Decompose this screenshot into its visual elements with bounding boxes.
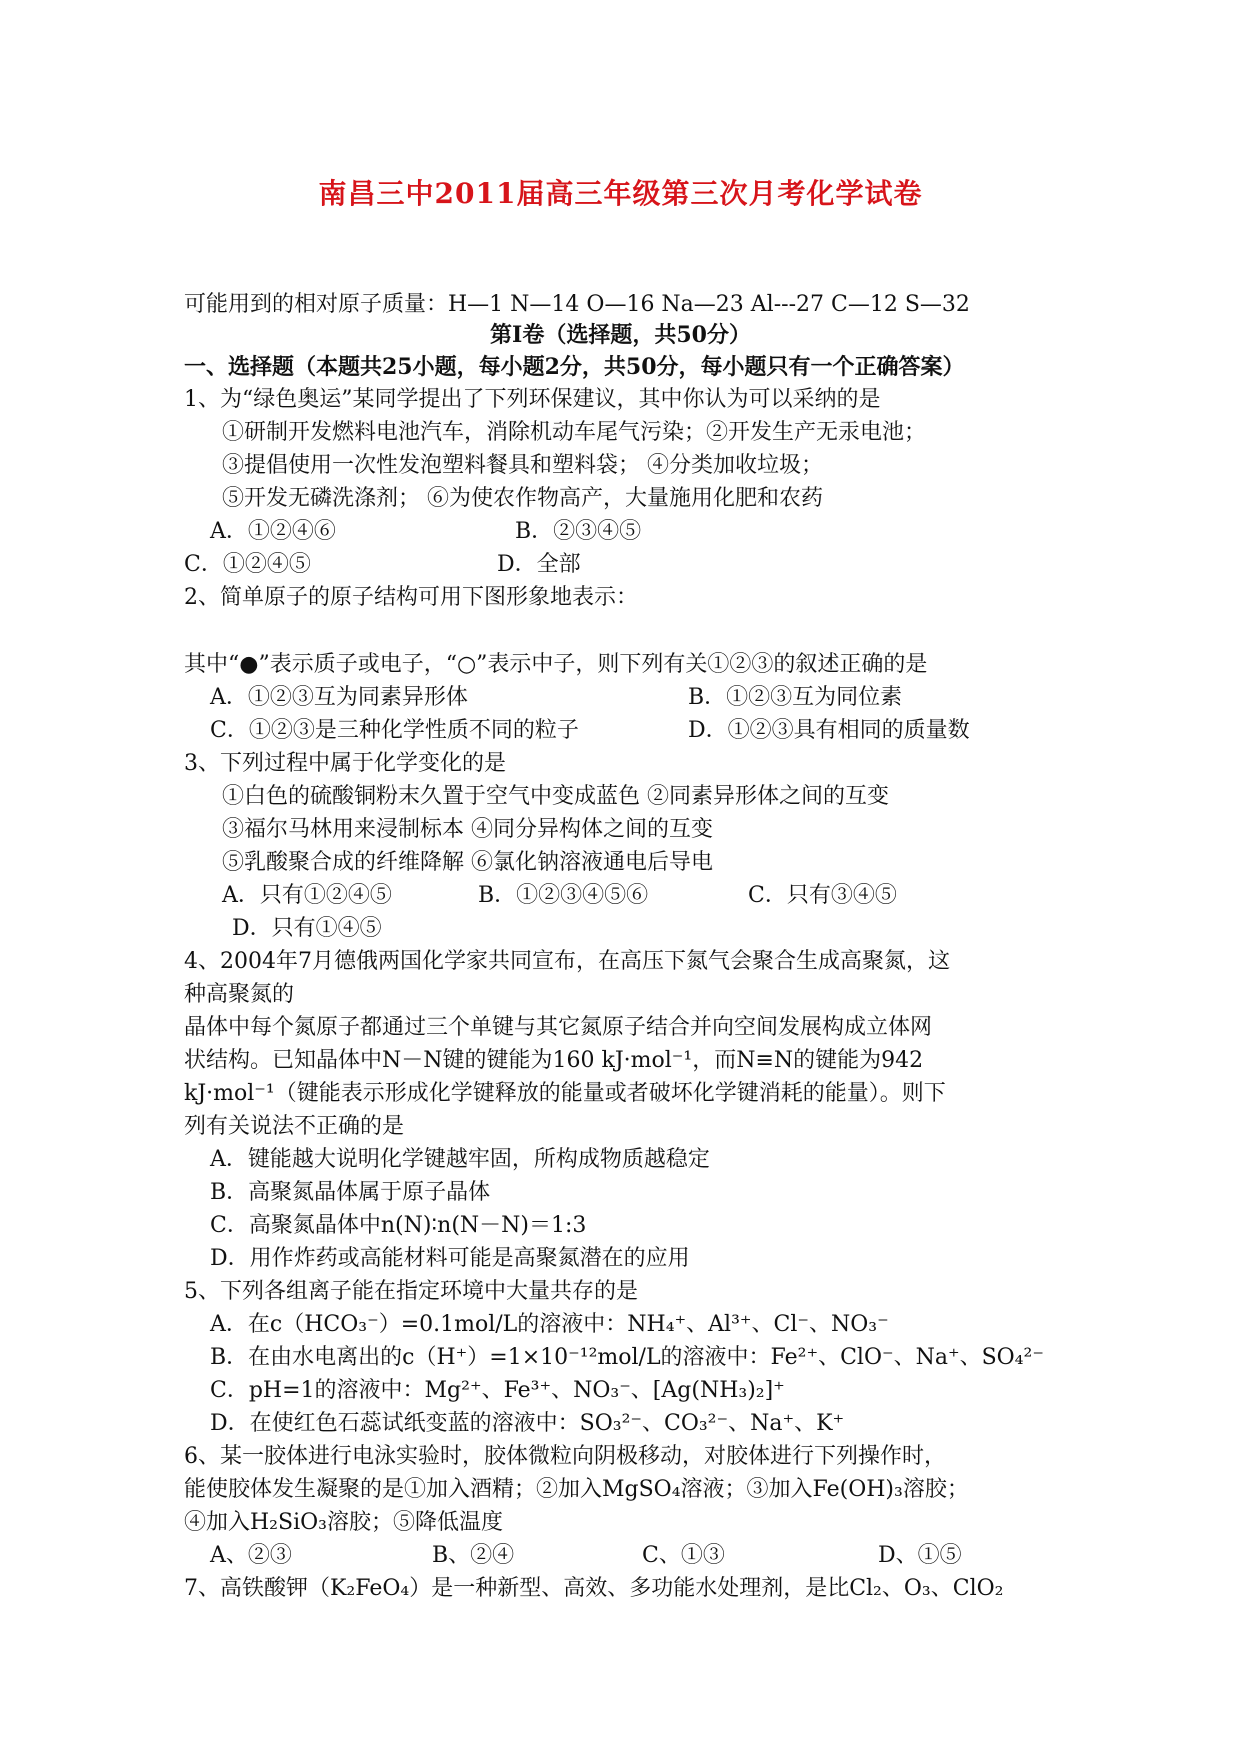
q2-option-c: C．①②③是三种化学性质不同的粒子 [210, 718, 579, 743]
q2-option-d: D．①②③具有相同的质量数 [688, 718, 970, 743]
q3-items-1: ①白色的硫酸铜粉末久置于空气中变成蓝色 ②同素异形体之间的互变 [222, 784, 889, 809]
q2-stem: 2、简单原子的原子结构可用下图形象地表示： [184, 585, 638, 610]
q1-items-3: ⑤开发无磷洗涤剂； ⑥为使农作物高产，大量施用化肥和农药 [222, 486, 823, 511]
q6-line-2: 能使胶体发生凝聚的是①加入酒精；②加入MgSO₄溶液；③加入Fe(OH)₃溶胶； [184, 1477, 969, 1502]
q4-line-5: kJ·mol⁻¹（键能表示形成化学键释放的能量或者破坏化学键消耗的能量）。则下 [184, 1081, 946, 1106]
q7-line-1: 7、高铁酸钾（K₂FeO₄）是一种新型、高效、多功能水处理剂，是比Cl₂、O₃、ClO₂ [184, 1576, 1004, 1601]
q4-line-1: 4、2004年7月德俄两国化学家共同宣布，在高压下氮气会聚合生成高聚氮，这 [184, 949, 950, 974]
q3-items-3: ⑤乳酸聚合成的纤维降解 ⑥氯化钠溶液通电后导电 [222, 850, 713, 875]
q4-option-d: D．用作炸药或高能材料可能是高聚氮潜在的应用 [210, 1246, 690, 1271]
q1-items-2: ③提倡使用一次性发泡塑料餐具和塑料袋； ④分类加收垃圾； [222, 453, 823, 478]
q1-option-c: C．①②④⑤ [184, 552, 311, 577]
q3-items-2: ③福尔马林用来浸制标本 ④同分异构体之间的互变 [222, 817, 713, 842]
q1-stem: 1、为“绿色奥运”某同学提出了下列环保建议，其中你认为可以采纳的是 [184, 387, 881, 412]
q2-option-a: A．①②③互为同素异形体 [210, 685, 468, 710]
q1-option-a: A．①②④⑥ [210, 519, 336, 544]
q3-option-b: B．①②③④⑤⑥ [478, 883, 649, 908]
page-title: 南昌三中2011届高三年级第三次月考化学试卷 [318, 177, 923, 210]
q5-option-d: D．在使红色石蕊试纸变蓝的溶液中：SO₃²⁻、CO₃²⁻、Na⁺、K⁺ [210, 1411, 845, 1436]
q1-items-1: ①研制开发燃料电池汽车，消除机动车尾气污染；②开发生产无汞电池； [222, 420, 927, 445]
q5-option-a: A．在c（HCO₃⁻）=0.1mol/L的溶液中：NH₄⁺、Al³⁺、Cl⁻、NO₃⁻ [210, 1312, 889, 1337]
q1-option-d: D．全部 [497, 552, 581, 577]
q4-line-3: 晶体中每个氮原子都通过三个单键与其它氮原子结合并向空间发展构成立体网 [184, 1015, 933, 1040]
q3-option-c: C．只有③④⑤ [748, 883, 897, 908]
q6-option-a: A、②③ [210, 1543, 292, 1568]
q3-stem: 3、下列过程中属于化学变化的是 [184, 751, 506, 776]
q6-option-b: B、②④ [432, 1543, 515, 1568]
q4-line-2: 种高聚氮的 [184, 982, 295, 1007]
atomic-mass-line: 可能用到的相对原子质量：H—1 N—14 O—16 Na—23 Al---27 C—12 S—32 [184, 292, 970, 317]
part1-title: 第Ⅰ卷（选择题，共50分） [490, 322, 751, 348]
q2-description: 其中“●”表示质子或电子，“○”表示中子，则下列有关①②③的叙述正确的是 [184, 652, 928, 677]
q3-option-a: A．只有①②④⑤ [222, 883, 392, 908]
q5-stem: 5、下列各组离子能在指定环境中大量共存的是 [184, 1279, 638, 1304]
q6-option-d: D、①⑤ [878, 1543, 962, 1568]
q5-option-b: B．在由水电离出的c（H⁺）=1×10⁻¹²mol/L的溶液中：Fe²⁺、ClO⁻、Na⁺、SO₄²⁻ [210, 1345, 1044, 1370]
q4-line-6: 列有关说法不正确的是 [184, 1114, 405, 1139]
q4-option-a: A．键能越大说明化学键越牢固，所构成物质越稳定 [210, 1147, 710, 1172]
q6-option-c: C、①③ [642, 1543, 725, 1568]
section1-title: 一、选择题（本题共25小题，每小题2分，共50分，每小题只有一个正确答案） [184, 354, 965, 380]
q3-option-d: D．只有①④⑤ [232, 916, 382, 941]
q6-line-1: 6、某一胶体进行电泳实验时，胶体微粒向阴极移动，对胶体进行下列操作时， [184, 1444, 946, 1469]
q4-option-b: B．高聚氮晶体属于原子晶体 [210, 1180, 491, 1205]
q2-option-b: B．①②③互为同位素 [688, 685, 903, 710]
q4-line-4: 状结构。已知晶体中N－N键的键能为160 kJ·mol⁻¹，而N≡N的键能为942 [184, 1048, 924, 1073]
q6-line-3: ④加入H₂SiO₃溶胶；⑤降低温度 [184, 1510, 503, 1535]
q1-option-b: B．②③④⑤ [515, 519, 642, 544]
q4-option-c: C．高聚氮晶体中n(N)∶n(N－N)＝1:3 [210, 1213, 587, 1238]
q5-option-c: C．pH=1的溶液中：Mg²⁺、Fe³⁺、NO₃⁻、[Ag(NH₃)₂]⁺ [210, 1378, 785, 1403]
